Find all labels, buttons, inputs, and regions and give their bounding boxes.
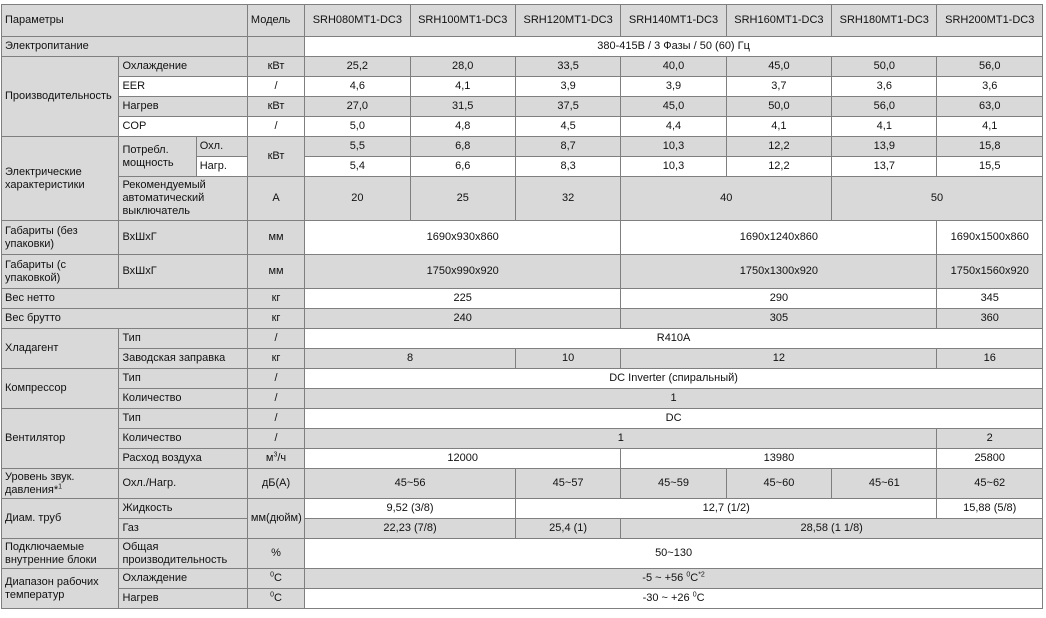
row-sublabel: Общая производительность xyxy=(119,539,247,569)
cell-value: 45~59 xyxy=(621,469,726,499)
unit-cell: / xyxy=(247,369,304,389)
cell-value: 8,3 xyxy=(515,157,620,177)
cell-value: 45~60 xyxy=(726,469,831,499)
cell-value: 1 xyxy=(305,389,1043,409)
cell-value: 45~57 xyxy=(515,469,620,499)
table-row xyxy=(2,255,1043,289)
cell-value: 1750x1560x920 xyxy=(937,255,1043,289)
unit-cell: / xyxy=(247,409,304,429)
group-label: Производительность xyxy=(2,57,119,137)
model-column-header: SRH180MT1-DC3 xyxy=(832,5,937,37)
model-header: Модель xyxy=(247,5,304,37)
cell-value: 63,0 xyxy=(937,97,1043,117)
cell-value: 8 xyxy=(305,349,516,369)
table-row xyxy=(2,57,1043,77)
model-column-header: SRH160MT1-DC3 xyxy=(726,5,831,37)
row-label: Жидкость xyxy=(119,499,247,519)
unit-cell: мм xyxy=(247,221,304,255)
cell-value: 45,0 xyxy=(621,97,726,117)
row-label: Тип xyxy=(119,369,247,389)
cell-value: 27,0 xyxy=(305,97,410,117)
model-column-header: SRH080MT1-DC3 xyxy=(305,5,410,37)
group-label: Диапазон рабочих температур xyxy=(2,569,119,609)
cell-value: 225 xyxy=(305,289,621,309)
cell-value: 45~56 xyxy=(305,469,516,499)
group-label: Вентилятор xyxy=(2,409,119,469)
unit-cell: кг xyxy=(247,349,304,369)
cell-value: 6,6 xyxy=(410,157,515,177)
model-column-header: SRH140MT1-DC3 xyxy=(621,5,726,37)
unit-cell: кВт xyxy=(247,57,304,77)
cell-value: 13,9 xyxy=(832,137,937,157)
cell-value: 1690x1500x860 xyxy=(937,221,1043,255)
row-label: Электропитание xyxy=(2,37,248,57)
table-row xyxy=(2,349,1043,369)
row-label: Расход воздуха xyxy=(119,449,247,469)
cell-value: 1750x1300x920 xyxy=(621,255,937,289)
cell-value: 2 xyxy=(937,429,1043,449)
cell-value: 10,3 xyxy=(621,157,726,177)
row-label: Рекомендуемый автоматический выключатель xyxy=(119,177,247,221)
cell-value: 240 xyxy=(305,309,621,329)
cell-value: 360 xyxy=(937,309,1043,329)
cell-value: 50~130 xyxy=(305,539,1043,569)
cell-value: 8,7 xyxy=(515,137,620,157)
cell-value: 290 xyxy=(621,289,937,309)
table-row xyxy=(2,589,1043,609)
table-row xyxy=(2,389,1043,409)
table-row xyxy=(2,499,1043,519)
row-label: Потребл. мощность xyxy=(119,137,196,177)
row-label: Вес брутто xyxy=(2,309,248,329)
cell-value: 4,1 xyxy=(410,77,515,97)
cell-value: 28,0 xyxy=(410,57,515,77)
row-label: Количество xyxy=(119,389,247,409)
cell-value: 28,58 (1 1/8) xyxy=(621,519,1043,539)
cell-value: 5,0 xyxy=(305,117,410,137)
cell-value: 15,88 (5/8) xyxy=(937,499,1043,519)
unit-cell: $^0$C xyxy=(247,569,304,589)
params-header: Параметры xyxy=(2,5,248,37)
cell-value: 12,7 (1/2) xyxy=(515,499,937,519)
cell-value: 1 xyxy=(305,429,937,449)
cell-value: 56,0 xyxy=(937,57,1043,77)
group-label: Компрессор xyxy=(2,369,119,409)
table-row xyxy=(2,97,1043,117)
cell-value: 25 xyxy=(410,177,515,221)
cell-value: 32 xyxy=(515,177,620,221)
row-label: Вес нетто xyxy=(2,289,248,309)
cell-value: R410A xyxy=(305,329,1043,349)
cell-value: 6,8 xyxy=(410,137,515,157)
cell-value: 12000 xyxy=(305,449,621,469)
cell-value: 25800 xyxy=(937,449,1043,469)
table-row xyxy=(2,449,1043,469)
cell-value: 1690x930x860 xyxy=(305,221,621,255)
table-row xyxy=(2,177,1043,221)
row-label: Уровень звук. давления*$^1$ xyxy=(2,469,119,499)
unit-cell: кг xyxy=(247,289,304,309)
row-label: COP xyxy=(119,117,247,137)
cell-value: 1750x990x920 xyxy=(305,255,621,289)
cell-value: 25,4 (1) xyxy=(515,519,620,539)
unit-cell: / xyxy=(247,117,304,137)
unit-cell: $м^3/ч$ xyxy=(247,449,304,469)
row-label: Нагрев xyxy=(119,589,247,609)
cell-value: 4,4 xyxy=(621,117,726,137)
unit-cell: кВт xyxy=(247,97,304,117)
cell-value: 5,5 xyxy=(305,137,410,157)
row-sublabel: Охл./Нагр. xyxy=(119,469,247,499)
row-label: Газ xyxy=(119,519,247,539)
unit-cell: А xyxy=(247,177,304,221)
cell-value: 380-415В / 3 Фазы / 50 (60) Гц xyxy=(305,37,1043,57)
cell-value: 345 xyxy=(937,289,1043,309)
row-sublabel: Охл. xyxy=(196,137,247,157)
cell-value: 45~61 xyxy=(832,469,937,499)
cell-value: 1690x1240x860 xyxy=(621,221,937,255)
table-row xyxy=(2,221,1043,255)
cell-value: 45,0 xyxy=(726,57,831,77)
table-row xyxy=(2,539,1043,569)
row-label: Охлаждение xyxy=(119,569,247,589)
cell-value: 56,0 xyxy=(832,97,937,117)
cell-value: 31,5 xyxy=(410,97,515,117)
row-label: Тип xyxy=(119,409,247,429)
table-row xyxy=(2,519,1043,539)
cell-value: 20 xyxy=(305,177,410,221)
unit-cell: $^0$C xyxy=(247,589,304,609)
cell-value: 4,5 xyxy=(515,117,620,137)
unit-cell: дБ(А) xyxy=(247,469,304,499)
cell-value: 22,23 (7/8) xyxy=(305,519,516,539)
table-row xyxy=(2,569,1043,589)
cell-value: 50 xyxy=(832,177,1043,221)
cell-value: 40 xyxy=(621,177,832,221)
cell-value: 4,6 xyxy=(305,77,410,97)
group-label: Диам. труб xyxy=(2,499,119,539)
table-row xyxy=(2,137,1043,157)
group-label: Электрические характеристики xyxy=(2,137,119,221)
unit-cell: / xyxy=(247,77,304,97)
cell-value: 40,0 xyxy=(621,57,726,77)
cell-value: 10,3 xyxy=(621,137,726,157)
cell-value: 50,0 xyxy=(832,57,937,77)
cell-value: DC xyxy=(305,409,1043,429)
cell-value: 15,8 xyxy=(937,137,1043,157)
cell-value: 45~62 xyxy=(937,469,1043,499)
cell-value: -30 ~ +26 $^0$C xyxy=(305,589,1043,609)
row-label: Габариты (с упаковкой) xyxy=(2,255,119,289)
unit-cell: / xyxy=(247,329,304,349)
cell-value: 3,7 xyxy=(726,77,831,97)
cell-value: 25,2 xyxy=(305,57,410,77)
table-row xyxy=(2,289,1043,309)
unit-cell: % xyxy=(247,539,304,569)
cell-value: 37,5 xyxy=(515,97,620,117)
cell-value: 4,1 xyxy=(726,117,831,137)
cell-value: 3,6 xyxy=(832,77,937,97)
unit-cell: / xyxy=(247,429,304,449)
table-row xyxy=(2,37,1043,57)
table-row xyxy=(2,429,1043,449)
table-row xyxy=(2,309,1043,329)
cell-value: 13,7 xyxy=(832,157,937,177)
cell-value: 305 xyxy=(621,309,937,329)
row-label: Габариты (без упаковки) xyxy=(2,221,119,255)
row-sublabel: ВхШхГ xyxy=(119,221,247,255)
cell-value: 3,6 xyxy=(937,77,1043,97)
model-column-header: SRH200MT1-DC3 xyxy=(937,5,1043,37)
row-label: Нагрев xyxy=(119,97,247,117)
table-row xyxy=(2,77,1043,97)
model-column-header: SRH120MT1-DC3 xyxy=(515,5,620,37)
cell-value: 13980 xyxy=(621,449,937,469)
unit-cell: / xyxy=(247,389,304,409)
row-label: EER xyxy=(119,77,247,97)
row-label: Количество xyxy=(119,429,247,449)
table-row xyxy=(2,369,1043,389)
row-sublabel: ВхШхГ xyxy=(119,255,247,289)
row-label: Охлаждение xyxy=(119,57,247,77)
cell-value: 3,9 xyxy=(515,77,620,97)
row-label: Подключаемые внутренние блоки xyxy=(2,539,119,569)
group-label: Хладагент xyxy=(2,329,119,369)
cell-value: DC Inverter (спиральный) xyxy=(305,369,1043,389)
cell-value: 33,5 xyxy=(515,57,620,77)
row-label: Тип xyxy=(119,329,247,349)
cell-value: 4,1 xyxy=(832,117,937,137)
cell-value: 4,8 xyxy=(410,117,515,137)
table-row xyxy=(2,409,1043,429)
cell-value: 9,52 (3/8) xyxy=(305,499,516,519)
table-header-row xyxy=(2,5,1043,37)
cell-value: 12,2 xyxy=(726,137,831,157)
cell-value: 5,4 xyxy=(305,157,410,177)
specifications-table xyxy=(1,4,1043,609)
cell-value: 10 xyxy=(515,349,620,369)
table-row xyxy=(2,117,1043,137)
model-column-header: SRH100MT1-DC3 xyxy=(410,5,515,37)
unit-cell: мм(дюйм) xyxy=(247,499,304,539)
cell-value: 50,0 xyxy=(726,97,831,117)
cell-value: 3,9 xyxy=(621,77,726,97)
unit-cell: кг xyxy=(247,309,304,329)
cell-value: 4,1 xyxy=(937,117,1043,137)
unit-cell: мм xyxy=(247,255,304,289)
row-label: Заводская заправка xyxy=(119,349,247,369)
cell-value: 16 xyxy=(937,349,1043,369)
unit-cell: кВт xyxy=(247,137,304,177)
row-sublabel: Нагр. xyxy=(196,157,247,177)
table-row xyxy=(2,469,1043,499)
table-row xyxy=(2,329,1043,349)
cell-value: -5 ~ +56 $^0C^{*2}$ xyxy=(305,569,1043,589)
cell-value: 12,2 xyxy=(726,157,831,177)
cell-value: 15,5 xyxy=(937,157,1043,177)
cell-value: 12 xyxy=(621,349,937,369)
